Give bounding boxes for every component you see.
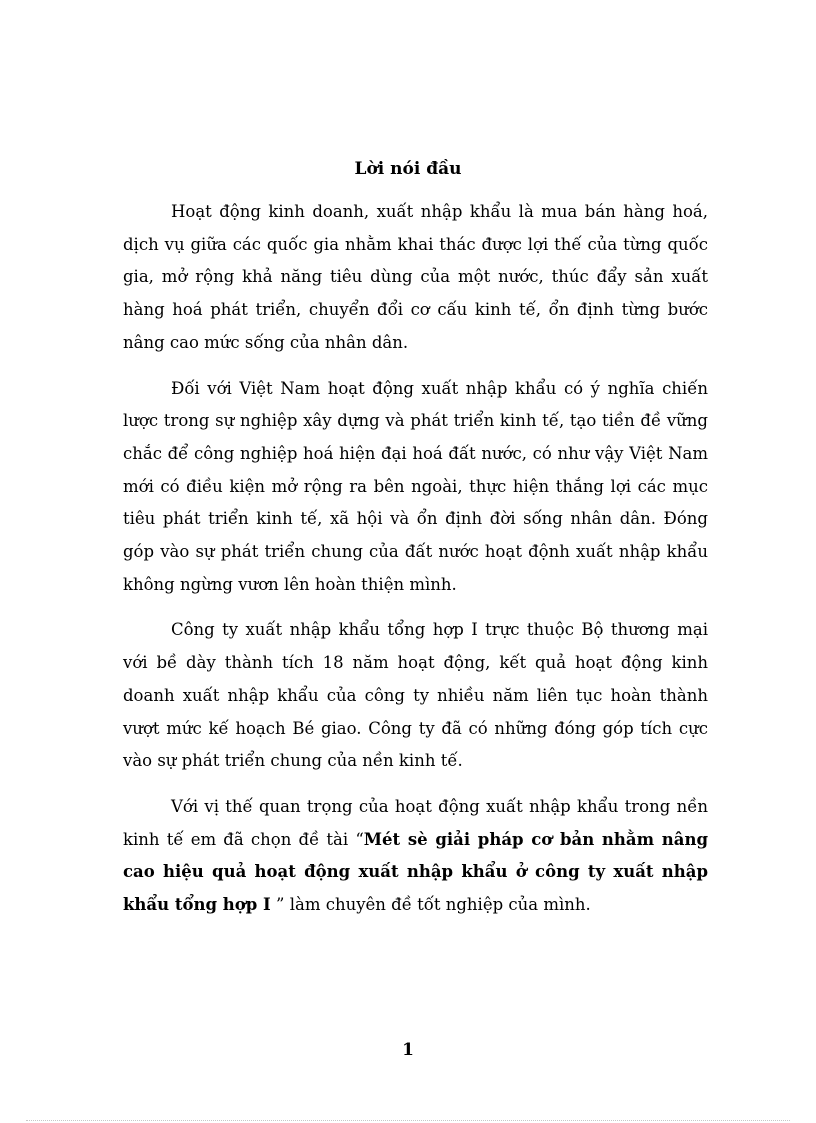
paragraph-intro: Hoạt động kinh doanh, xuất nhập khẩu là mua bán hàng hoá, dịch vụ giữa các quốc gia nhằm khai thác được lợi thế của từng quốc gia, mở rộng khả năng tiêu dùng của một nước, thúc đẩy sản xuất hàng hoá phát triển, chuyển đổi cơ cấu kinh tế, ổn định từng bước nâng cao mức sống của nhân dân. [123, 202, 708, 352]
document-body [123, 196, 708, 935]
paragraph-closing [123, 791, 708, 922]
page-number: 1 [402, 1040, 414, 1060]
closing-prefix: Với vị thế quan trọng của hoạt động xuất nhập khẩu trong nền kinh tế em đã chọn đề tài “ [123, 796, 708, 849]
document-title: Lời nói đầu [354, 159, 462, 179]
closing-suffix: ” làm chuyên đề tốt nghiệp của mình. [270, 895, 591, 915]
paragraph-vietnam: Đối với Việt Nam hoạt động xuất nhập khẩu có ý nghĩa chiến lược trong sự nghiệp xây dựng và phát triển kinh tế, tạo tiền đề vững chắc để công nghiệp hoá hiện đại hoá đất nước, có như vậy Việt Nam mới có điều kiện mở rộng ra bên ngoài, thực hiện thắng lợi các mục tiêu phát triển kinh tế, xã hội và ổn định đời sống nhân dân. Đóng góp vào sự phát triển chung của đất nước hoạt độnh xuất nhập khẩu không ngừng vươn lên hoàn thiện mình. [123, 378, 708, 594]
thesis-topic: Mét sè giải pháp cơ bản nhằm nâng cao hiệu quả hoạt động xuất nhập khẩu ở công ty xuất nhập khẩu tổng hợp I [123, 829, 708, 915]
page-bottom-edge [26, 1120, 790, 1121]
paragraph-company: Công ty xuất nhập khẩu tổng hợp I trực thuộc Bộ thương mại với bề dày thành tích 18 năm hoạt động, kết quả hoạt động kinh doanh xuất nhập khẩu của công ty nhiều năm liên tục hoàn thành vượt mức kế hoạch Bé giao. Công ty đã có những đóng góp tích cực vào sự phát triển chung của nền kinh tế. [123, 620, 708, 771]
